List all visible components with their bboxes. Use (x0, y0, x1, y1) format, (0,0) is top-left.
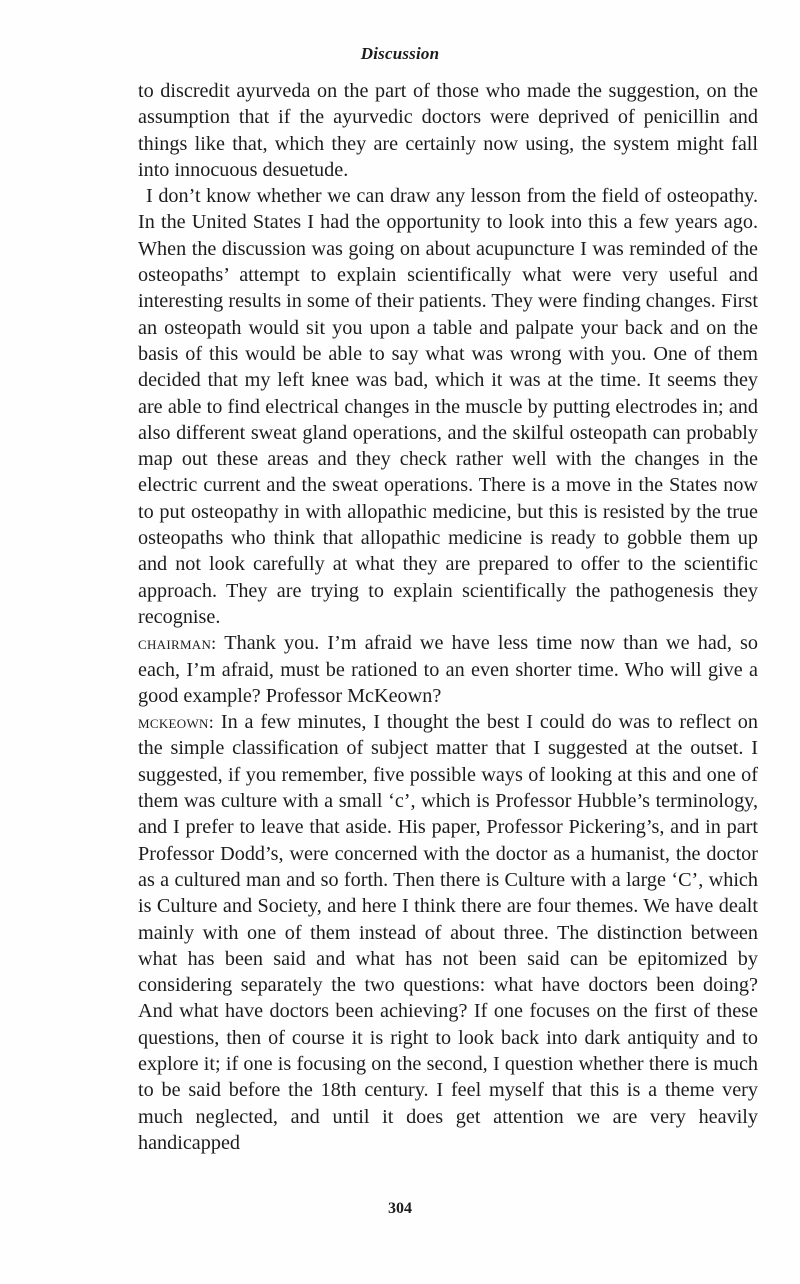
speaker-label: mckeown: (138, 712, 215, 733)
page-number: 304 (388, 1200, 412, 1217)
paragraph-text: I don’t know whether we can draw any lesson from the field of osteopathy. In the United States I had the opportunity to look into this a few years ago. When the discussion was going on about acupuncture I was reminded of the osteopaths’ attempt to explain scientifically what were very useful and interesting results in some of their patients. They were finding changes. First an osteopath would sit you upon a table and palpate your back and on the basis of this would be able to say what was wrong with you. One of them decided that my left knee was bad, which it was at the time. It seems they are able to find electrical changes in the muscle by putting electrodes in; and also different sweat gland operations, and the skilful osteopath can probably map out these areas and they check rather well with the changes in the electric current and the sweat operations. There is a move in the States now to put osteopathy in with allopathic medicine, but this is resisted by the true osteopaths who think that allopathic medicine is ready to gobble them up and not look carefully at what they are prepared to offer to the scientific approach. They are trying to explain scientifically the pathogenesis they recognise. (138, 185, 758, 628)
running-header: Discussion (360, 44, 440, 63)
paragraph-continuation (138, 78, 758, 183)
body-text (138, 78, 758, 1156)
paragraph-text: In a few minutes, I thought the best I could do was to reflect on the simple classification of subject matter that I suggested at the outset. I suggested, if you remember, five possible ways of looking at this and one of them was culture with a small ‘c’, which is Professor Hubble’s terminology, and I prefer to leave that aside. His paper, Professor Pickering’s, and in part Professor Dodd’s, were concerned with the doctor as a humanist, the doctor as a cultured man and so forth. Then there is Culture with a large ‘C’, which is Culture and Society, and here I think there are four themes. We have dealt mainly with one of them instead of about three. The distinction between what has been said and what has not been said can be epitomized by considering separately the two questions: what have doctors been doing? And what have doctors been achieving? If one focuses on the first of these questions, then of course it is right to look back into dark antiquity and to explore it; if one is focusing on the second, I question whether there is much to be said before the 18th century. I feel myself that this is a theme very much neglected, and until it does get attention we are very heavily handicapped (138, 711, 758, 1154)
paragraph-text: to discredit ayurveda on the part of those who made the suggestion, on the assumption that if the ayurvedic doctors were deprived of penicillin and things like that, which they are certainly now using, the system might fall into innocuous desuetude. (138, 80, 758, 181)
paragraph-chairman (138, 630, 758, 709)
paragraph-mckeown (138, 709, 758, 1156)
paragraph-osteopathy (138, 183, 758, 630)
speaker-label: chairman: (138, 633, 217, 654)
paragraph-text: Thank you. I’m afraid we have less time now than we had, so each, I’m afraid, must be rationed to an even shorter time. Who will give a good example? Professor McKeown? (138, 632, 758, 707)
